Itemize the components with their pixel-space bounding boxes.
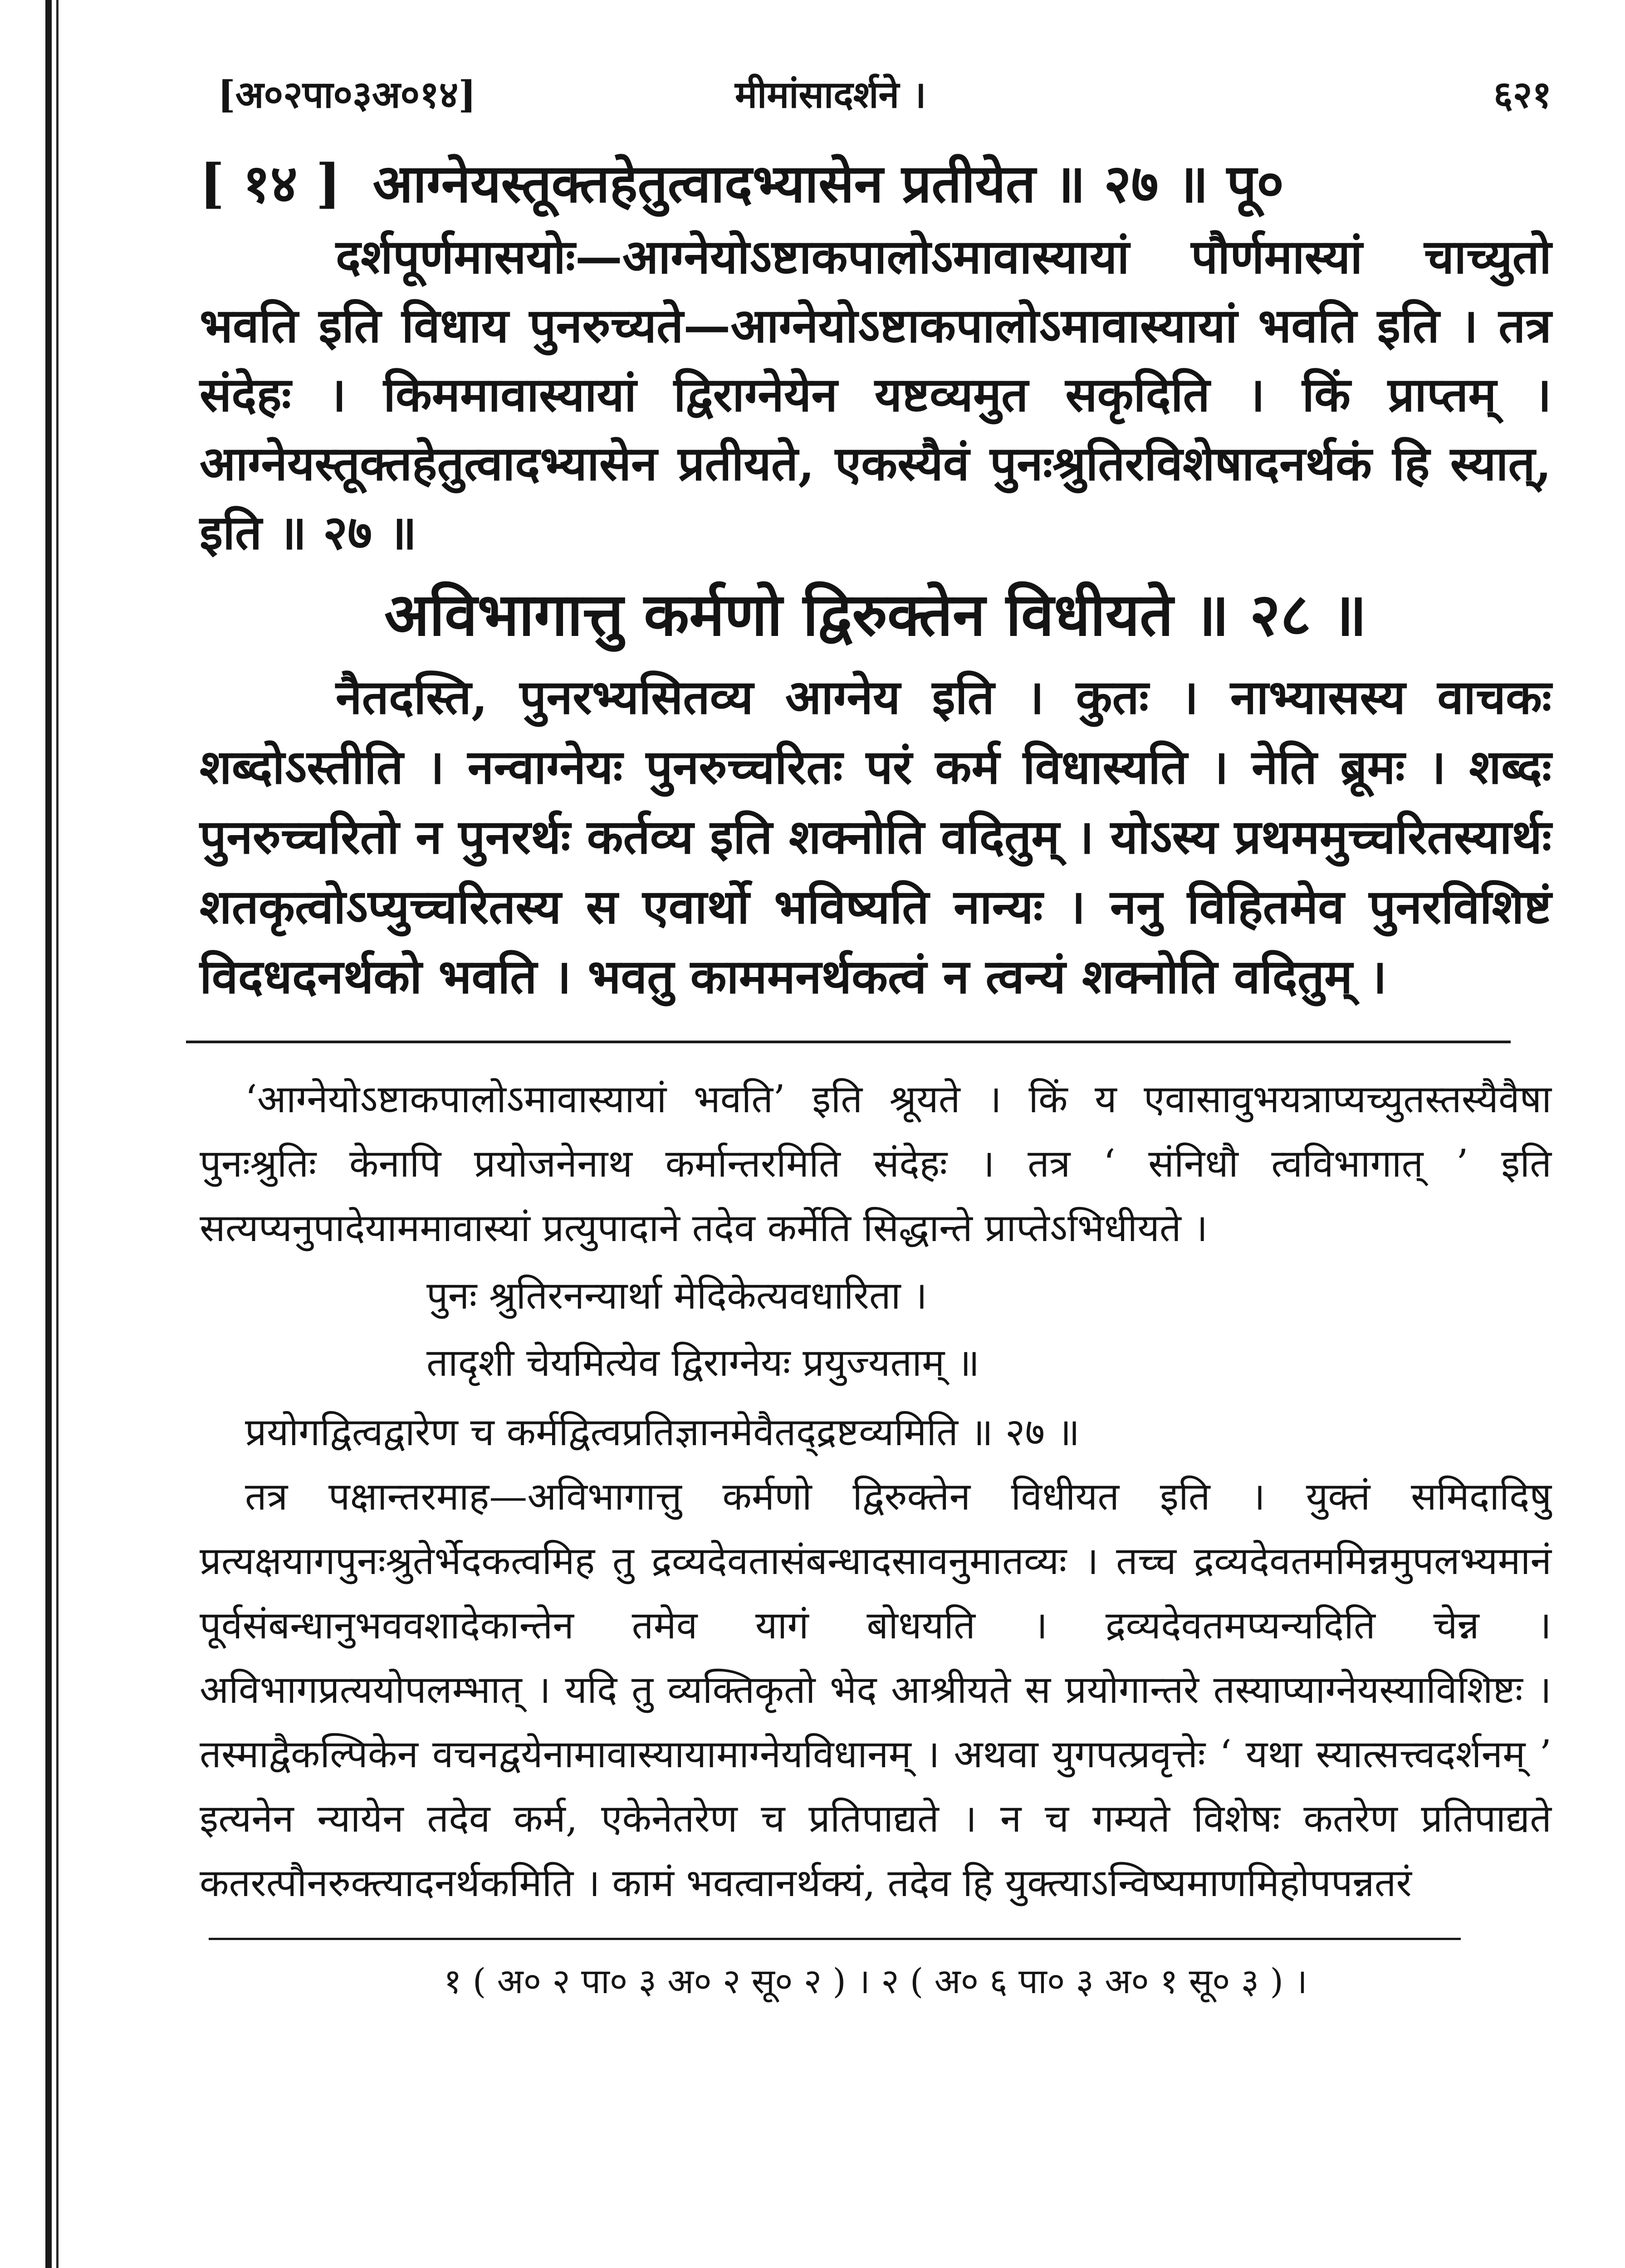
commentary-27: ‘आग्नेयोऽष्टाकपालोऽमावास्यायां भवति’ इति श्रूयते । किं य एवासावुभयत्राप्यच्युतस्तस्यैवैषा पुनःश्रुतिः केनापि प्रयोजनेनाथ कर्मान्तरमिति संदेहः । तत्र ‘ संनिधौ त्वविभागात् ’ इति सत्यप्यनुपादेयाममावास्यां प्रत्युपादाने तदेव कर्मेति सिद्धान्ते प्राप्तेऽभिधीयते ।	[200, 1077, 1552, 1250]
verse-line-2: तादृशी चेयमित्येव द्विराग्नेयः प्रयुज्यताम् ॥	[426, 1340, 980, 1385]
verse-line-1: पुनः श्रुतिरनन्यार्था मेदिकेत्यवधारिता ।	[426, 1273, 928, 1318]
book-title: मीमांसादर्शने ।	[735, 73, 926, 117]
binding-edge	[45, 0, 52, 2268]
sutra-28-heading: अविभागात्तु कर्मणो द्विरुक्तेन विधीयते ॥ २८ ॥	[384, 580, 1367, 649]
bhashya-27: दर्शपूर्णमासयोः—आग्नेयोऽष्टाकपालोऽमावास्यायां पौर्णमास्यां चाच्युतो भवति इति विधाय पुनरुच्यते—आग्नेयोऽष्टाकपालोऽमावास्यायां भवति इति । तत्र संदेहः । किममावास्यायां द्विराग्नेयेन यष्टव्यमुत सकृदिति । किं प्राप्तम् । आग्नेयस्तूक्तहेतुत्वादभ्यासेन प्रतीयते, एकस्यैवं पुनःश्रुतिरविशेषादनर्थकं हि स्यात्, इति ॥ २७ ॥	[200, 229, 1552, 560]
page-number: ६२१	[1493, 73, 1552, 117]
page-content	[200, 68, 1552, 2006]
section-divider	[186, 1041, 1511, 1043]
sutra-27-heading	[200, 145, 1552, 222]
footnote-divider	[209, 1938, 1461, 1940]
footnotes: १ ( अ० २ पा० ३ अ० २ सू० २ ) । २ ( अ० ६ पा० ३ अ० १ सू० ३ ) ।	[444, 1961, 1307, 2001]
adhikarana-number: [ १४ ]	[200, 153, 341, 215]
running-head	[200, 68, 1552, 141]
binding-edge-inner	[56, 0, 59, 2268]
sutra-27-text: आग्नेयस्तूक्तहेतुत्वादभ्यासेन प्रतीयेत ॥ २७ ॥ पू०	[372, 153, 1284, 215]
chapter-reference: [अ०२पा०३अ०१४]	[218, 73, 476, 117]
bhashya-28: नैतदस्ति, पुनरभ्यसितव्य आग्नेय इति । कुतः । नाभ्यासस्य वाचकः शब्दोऽस्तीति । नन्वाग्नेयः पुनरुच्चरितः परं कर्म विधास्यति । नेति ब्रूमः । शब्दः पुनरुच्चरितो न पुनरर्थः कर्तव्य इति शक्नोति वदितुम् । योऽस्य प्रथममुच्चरितस्यार्थः शतकृत्वोऽप्युच्चरितस्य स एवार्थो भविष्यति नान्यः । ननु विहितमेव पुनरविशिष्टं विदधदनर्थको भवति । भवतु काममनर्थकत्वं न त्वन्यं शक्नोति वदितुम् ।	[200, 669, 1552, 1004]
commentary-28: तत्र पक्षान्तरमाह—अविभागात्तु कर्मणो द्विरुक्तेन विधीयत इति । युक्तं समिदादिषु प्रत्यक्षयागपुनःश्रुतेर्भेदकत्वमिह तु द्रव्यदेवतासंबन्धादसावनुमातव्यः । तच्च द्रव्यदेवतममिन्नमुपलभ्यमानं पूर्वसंबन्धानुभववशादेकान्तेन तमेव यागं बोधयति । द्रव्यदेवतमप्यन्यदिति चेन्न । अविभागप्रत्ययोपलम्भात् । यदि तु व्यक्तिकृतो भेद आश्रीयते स प्रयोगान्तरे तस्याप्याग्नेयस्याविशिष्टः । तस्माद्वैकल्पिकेन वचनद्वयेनामावास्यायामाग्नेयविधानम् । अथवा युगपत्प्रवृत्तेः ‘ यथा स्यात्सत्त्वदर्शनम् ’ इत्यनेन न्यायेन तदेव कर्म, एकेनेतरेण च प्रतिपाद्यते । न च गम्यते विशेषः कतरेण प्रतिपाद्यते कतरत्पौनरुक्त्यादनर्थकमिति । कामं भवत्वानर्थक्यं, तदेव हि युक्त्याऽन्विष्यमाणमिहोपपन्नतरं	[200, 1474, 1552, 1905]
commentary-27-closing: प्रयोगद्वित्वद्वारेण च कर्मद्वित्वप्रतिज्ञानमेवैतद्द्रष्टव्यमिति ॥ २७ ॥	[245, 1410, 1080, 1454]
